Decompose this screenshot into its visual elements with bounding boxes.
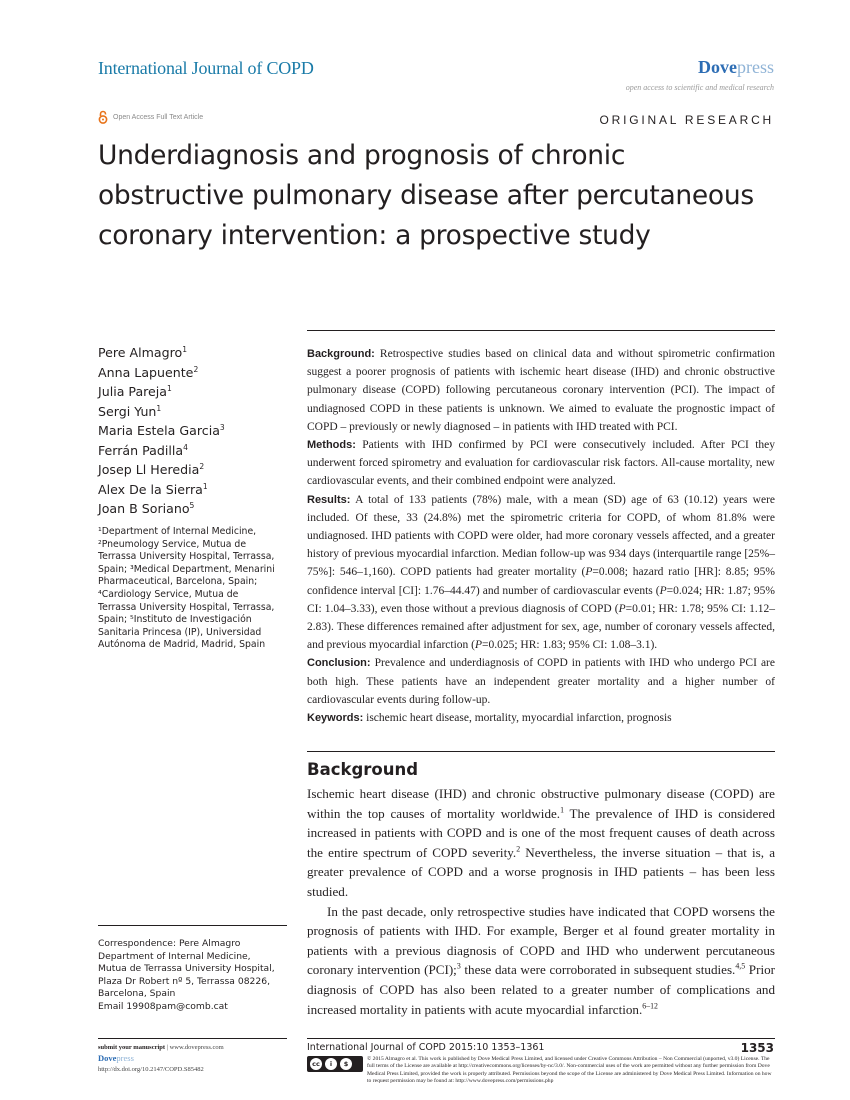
body-paragraph: In the past decade, only retrospective studies have indicated that COPD worsens the prognosis of patients with IHD. For example, Berger et al found greater mortality in patients with a previous diagnosis of COPD and IHD who underwent percutaneous coronary intervention (PCI);$^3$ these data were corroborated in subsequent studies.$^{4,5}$ Prior diagnosis of COPD has also been related to a greater number of complications and increased mortality in patients with acute myocardial infarction.$^{6-12}$ — [307, 903, 775, 1017]
affiliations: ¹Department of Internal Medicine, ²Pneumology Service, Mutua de Terrassa University Hospital, Terrassa, Spain; ³Medical Department, Menarini Pharmaceutical, Barcelona, Spain; ⁴Cardiology Service, Mutua de Terrassa University Hospital, Terrassa, Spain; ⁵Instituto de Investigación Sanitaria Princesa (IP), Universidad Autónoma de Madrid, Madrid, Spain — [98, 526, 275, 651]
title-line: obstructive pulmonary disease after percutaneous — [98, 180, 754, 211]
abstract-conclusion: Conclusion: Prevalence and underdiagnosis of COPD in patients with IHD who undergo PCI are both high. These patients have an independent greater mortality and a higher number of cardiovascular events during follow-up. — [307, 657, 775, 706]
publisher-tagline: open access to scientific and medical research — [625, 83, 774, 92]
publisher-logo[interactable] — [698, 57, 774, 78]
doi-link[interactable]: http://dx.doi.org/10.2147/COPD.S85482 — [98, 1066, 204, 1073]
license-text: © 2015 Almagro et al. This work is published by Dove Medical Press Limited, and licensed under Creative Commons Attribution – Non Commercial (unported, v3.0) License. The full terms of the License are available at http://creativecommons.org/licenses/by-nc/3.0/. Non-commercial uses of the work are permitted without any further permission from Dove Medical Press Limited, provided the work is properly attributed. Permissions beyond the scope of the License are administered by Dove Medical Press Limited. Information on how to request permission may be found at: http://www.dovepress.com/permissions.php — [367, 1056, 772, 1084]
author: Joan B Soriano$^5$ — [98, 500, 195, 516]
correspondence: Correspondence: Pere Almagro Department of Internal Medicine, Mutua de Terrassa University Hospital, Plaza Dr Robert nº 5, Terrassa 08226, Barcelona, Spain Email 19908pam@comb.cat — [98, 938, 298, 1014]
abstract-results: Results: A total of 133 patients (78%) male, with a mean (SD) age of 63 (10.12) years were included. Of these, 33 (24.8%) met the spirometric criteria for COPD, of whom 81.8% were undiagnosed. IHD patients with COPD were older, had more coronary vessels affected, and a greater history of previous myocardial infarction. Median follow-up was 934 days (interquartile range [25%–75%]: 546–1,160). COPD patients had greater mortality (P=0.008; hazard ratio [HR]: 8.85; 95% confidence interval [CI]: 1.76–44.47) and number of cardiovascular events (P=0.024; HR: 1.87; 95% CI: 1.04–3.33), even those without a previous diagnosis of COPD (P=0.01; HR: 1.78; 95% CI: 1.12–2.83). These differences remained after adjustment for sex, age, number of coronary vessels affected, and previous myocardial infarction (P=0.025; HR: 1.83; 95% CI: 1.08–3.1). — [307, 493, 776, 652]
title-line: Underdiagnosis and prognosis of chronic — [98, 140, 626, 171]
author: Julia Pareja$^1$ — [98, 383, 172, 399]
abstract-keywords: Keywords: ischemic heart disease, mortality, myocardial infarction, prognosis — [307, 712, 672, 725]
author: Sergi Yun$^1$ — [98, 403, 162, 419]
article-title — [98, 136, 788, 256]
abstract — [307, 345, 775, 727]
correspondence-divider — [98, 925, 287, 926]
cc-icon: cc — [310, 1058, 322, 1070]
article-type: ORIGINAL RESEARCH — [599, 113, 774, 127]
page-number: 1353 — [740, 1041, 774, 1055]
author: Pere Almagro$^1$ — [98, 344, 188, 360]
by-icon: i — [325, 1058, 337, 1070]
footer-publisher-logo[interactable]: Dovepress — [98, 1053, 134, 1063]
nc-icon: $ — [340, 1058, 352, 1070]
publisher-logo-press: press — [737, 57, 774, 77]
submit-manuscript-link[interactable]: submit your manuscript | www.dovepress.com — [98, 1044, 224, 1051]
footer-left-rule — [98, 1038, 287, 1039]
footer-rule — [307, 1038, 775, 1039]
journal-name[interactable]: International Journal of COPD — [98, 58, 314, 78]
abstract-methods: Methods: Patients with IHD confirmed by PCI were consecutively included. After PCI they underwent forced spirometry and evaluation for cardiovascular risk factors. All-cause mortality, new cardiovascular events, and their combined endpoint were analyzed. — [307, 439, 775, 488]
author: Anna Lapuente$^2$ — [98, 364, 199, 380]
title-line: coronary intervention: a prospective study — [98, 220, 651, 251]
author: Alex De la Sierra$^1$ — [98, 481, 208, 497]
creative-commons-badge[interactable] — [307, 1056, 363, 1072]
author: Ferrán Padilla$^4$ — [98, 442, 188, 458]
section-heading-background: Background — [307, 760, 419, 779]
open-access-label: Open Access Full Text Article — [113, 114, 204, 121]
footer-left — [98, 1042, 224, 1075]
author: Maria Estela Garcia$^3$ — [98, 422, 225, 438]
author-list — [98, 343, 298, 519]
correspondence-email[interactable]: Email 19908pam@comb.cat — [98, 1000, 228, 1012]
body-text — [307, 784, 775, 1019]
abstract-top-rule — [307, 330, 775, 331]
author: Josep Ll Heredia$^2$ — [98, 461, 205, 477]
abstract-bottom-rule — [307, 751, 775, 752]
footer-citation: International Journal of COPD 2015:10 1353–1361 — [307, 1042, 545, 1053]
abstract-background: Background: Retrospective studies based on clinical data and without spirometric confirmation suggest a poorer prognosis of patients with ischemic heart disease (IHD) and chronic obstructive pulmonary disease (COPD) following percutaneous coronary intervention (PCI). The impact of undiagnosed COPD in these patients is unknown. We aimed to evaluate the prognostic impact of COPD – previously or newly diagnosed – in patients with IHD treated with PCI. — [307, 348, 775, 433]
publisher-logo-dove: Dove — [698, 57, 737, 77]
body-paragraph: Ischemic heart disease (IHD) and chronic obstructive pulmonary disease (COPD) are within the top causes of mortality worldwide.$^1$ The prevalence of IHD is considered increased in patients with COPD and is one of the most frequent causes of death across the entire spectrum of COPD severity.$^2$ Nevertheless, the inverse situation – that is, a greater prevalence of COPD and a worse prognosis in IHD patients – has been less studied. — [307, 786, 775, 899]
open-access-lock-icon — [98, 110, 108, 124]
